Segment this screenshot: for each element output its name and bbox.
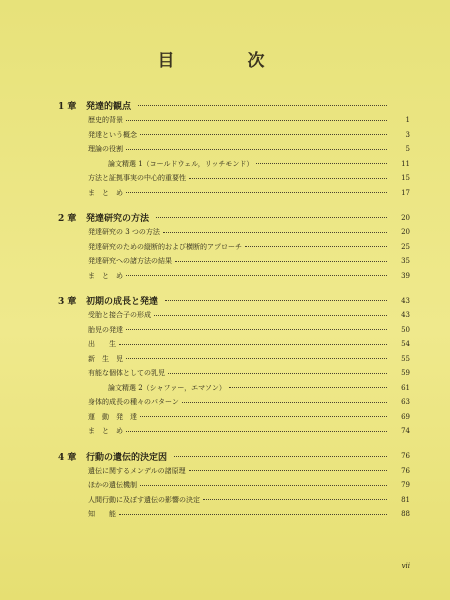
entry-title: 有能な個体としての乳児 [88, 369, 165, 378]
chapter-heading [58, 98, 410, 113]
entry-title: ま と め [88, 271, 123, 280]
dot-leader [126, 275, 387, 276]
dot-leader [182, 402, 387, 403]
chapter-title: 発達的観点 [86, 102, 132, 112]
entry-page: 79 [401, 481, 410, 490]
entry-title: 発達研究への諸方法の結果 [88, 257, 172, 266]
toc-entry [58, 128, 410, 143]
chapter-title: 初期の成長と発達 [86, 297, 159, 307]
entry-page: 5 [405, 145, 410, 154]
entry-page: 43 [401, 311, 410, 320]
entry-page: 39 [401, 271, 410, 280]
entry-page: 54 [401, 340, 410, 349]
chapter-section [58, 449, 410, 522]
table-of-contents [58, 98, 410, 532]
dot-leader [245, 246, 387, 247]
entry-title: 論文精選 1（コールドウェル，リッチモンド） [108, 159, 254, 168]
entry-title: 発達研究の 3 つの方法 [88, 228, 160, 237]
page-title: 目 次 [157, 51, 293, 71]
entry-title: 理論の役割 [88, 145, 123, 154]
entry-title: 発達研究のための縦断的および横断的アプローチ [88, 242, 242, 251]
toc-entry [58, 157, 410, 172]
entry-page: 15 [401, 174, 410, 183]
chapter-page: 43 [401, 296, 410, 305]
entry-page: 74 [401, 427, 410, 436]
entry-title: 遺伝に関するメンデルの諸原理 [88, 466, 186, 475]
toc-entry [58, 352, 410, 367]
dot-leader [140, 485, 387, 486]
toc-entry [58, 323, 410, 338]
chapter-page: 20 [401, 213, 410, 222]
chapter-title: 発達研究の方法 [86, 214, 150, 224]
entry-page: 76 [401, 466, 410, 475]
page-number: vii [401, 562, 410, 570]
chapter-section [58, 293, 410, 439]
entry-page: 17 [401, 188, 410, 197]
dot-leader [119, 514, 387, 515]
toc-entry [58, 381, 410, 396]
entry-title: ほかの遺伝機制 [88, 481, 137, 490]
chapter-section [58, 98, 410, 200]
entry-title: 知 能 [88, 510, 116, 519]
toc-entry [58, 478, 410, 493]
entry-title: 出 生 [88, 340, 116, 349]
entry-page: 35 [401, 257, 410, 266]
chapter-number: 4 章 [58, 452, 77, 463]
entry-page: 25 [401, 242, 410, 251]
chapter-heading [58, 293, 410, 308]
toc-entry [58, 254, 410, 269]
toc-entry [58, 464, 410, 479]
entry-page: 20 [401, 228, 410, 237]
entry-title: 歴史的背景 [88, 116, 123, 125]
entry-page: 11 [401, 159, 410, 168]
dot-leader [126, 358, 387, 359]
chapter-section [58, 210, 410, 283]
chapter-number: 2 章 [58, 214, 77, 224]
dot-leader [229, 387, 387, 388]
toc-entry [58, 395, 410, 410]
chapter-title: 行動の遺伝的決定因 [86, 452, 168, 463]
toc-entry [58, 240, 410, 255]
dot-leader [156, 217, 387, 218]
dot-leader [165, 300, 387, 301]
entry-title: 胎児の発達 [88, 325, 123, 334]
dot-leader [154, 315, 387, 316]
entry-page: 63 [401, 398, 410, 407]
entry-page: 50 [401, 325, 410, 334]
entry-title: 論文精選 2（シャファー，エマソン） [108, 383, 226, 392]
entry-title: 人間行動に及ぼす遺伝の影響の決定 [88, 495, 200, 504]
chapter-page: 76 [401, 452, 410, 460]
entry-page: 88 [401, 510, 410, 519]
dot-leader [168, 373, 387, 374]
toc-entry [58, 424, 410, 439]
toc-entry [58, 186, 410, 201]
dot-leader [189, 470, 387, 471]
dot-leader [126, 192, 387, 193]
dot-leader [126, 431, 387, 432]
toc-entry [58, 269, 410, 284]
chapter-number: 1 章 [58, 102, 77, 112]
entry-page: 3 [405, 130, 410, 139]
toc-entry [58, 308, 410, 323]
toc-entry [58, 113, 410, 128]
chapter-heading [58, 449, 410, 464]
entry-page: 55 [401, 354, 410, 363]
entry-title: ま と め [88, 427, 123, 436]
entry-title: 受胎と接合子の形成 [88, 311, 151, 320]
dot-leader [203, 499, 387, 500]
dot-leader [126, 120, 387, 121]
entry-title: 運 動 発 達 [88, 412, 137, 421]
chapter-heading [58, 210, 410, 225]
toc-entry [58, 366, 410, 381]
dot-leader [256, 163, 387, 164]
dot-leader [119, 344, 387, 345]
chapter-number: 3 章 [58, 297, 77, 307]
dot-leader [138, 105, 387, 106]
dot-leader [126, 329, 387, 330]
dot-leader [175, 261, 387, 262]
entry-title: 新 生 児 [88, 354, 123, 363]
toc-entry [58, 225, 410, 240]
dot-leader [140, 134, 387, 135]
dot-leader [140, 416, 387, 417]
toc-entry [58, 142, 410, 157]
toc-entry [58, 171, 410, 186]
entry-page: 1 [405, 116, 410, 125]
entry-title: ま と め [88, 188, 123, 197]
dot-leader [163, 232, 387, 233]
entry-title: 発達という概念 [88, 130, 137, 139]
toc-entry [58, 507, 410, 522]
entry-page: 69 [401, 412, 410, 421]
dot-leader [174, 456, 387, 457]
toc-entry [58, 410, 410, 425]
entry-page: 81 [401, 495, 410, 504]
entry-page: 59 [401, 369, 410, 378]
entry-title: 方法と証拠事実の中心的重要性 [88, 174, 186, 183]
dot-leader [126, 149, 387, 150]
entry-title: 身体的成長の種々のパターン [88, 398, 179, 407]
toc-entry [58, 493, 410, 508]
entry-page: 61 [401, 383, 410, 392]
toc-entry [58, 337, 410, 352]
dot-leader [189, 178, 387, 179]
